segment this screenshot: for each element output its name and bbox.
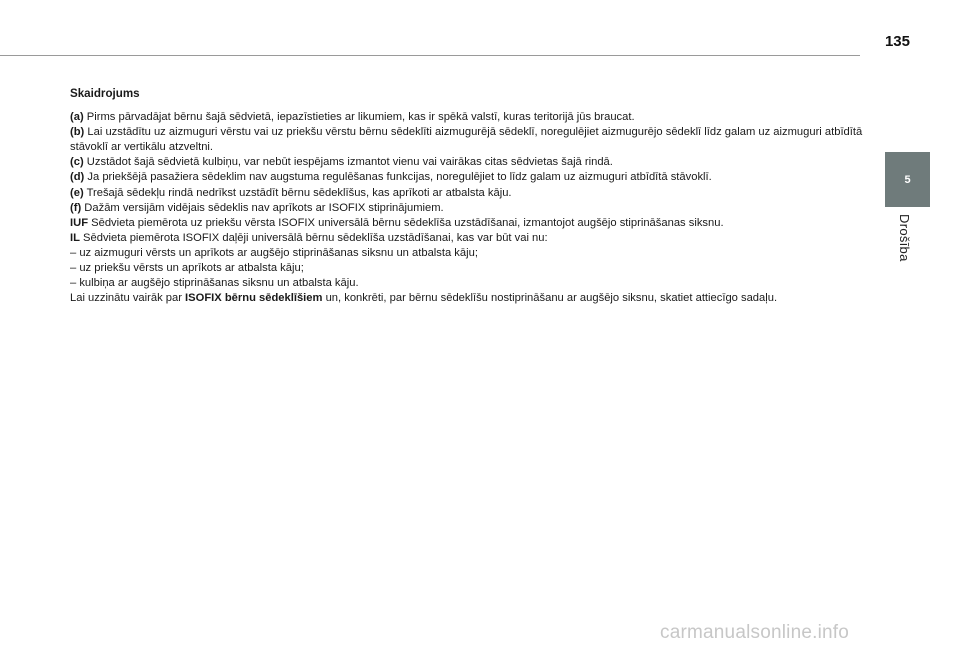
section-heading: Skaidrojums [70,87,140,100]
list-item: – uz aizmuguri vērsts un aprīkots ar augšējo stiprināšanas siksnu un atbalsta kāju; [70,246,478,259]
header-divider [0,55,860,56]
legend-item-f: (f) Dažām versijām vidējais sēdeklis nav aprīkots ar ISOFIX stiprinājumiem. [70,201,444,214]
reference-paragraph: Lai uzzinātu vairāk par ISOFIX bērnu sēdeklīšiem un, konkrēti, par bērnu sēdeklīšu nostiprināšanu ar augšējo siksnu, skatiet attiecīgo sadaļu. [70,292,778,305]
page-number: 135 [884,33,910,50]
legend-item-d: (d) Ja priekšējā pasažiera sēdeklim nav augstuma regulēšanas funkcijas, noregulējiet to līdz galam uz aizmuguri atbīdītā stāvoklī. [70,171,712,184]
legend-item-iuf: IUF Sēdvieta piemērota uz priekšu vērsta ISOFIX universālā bērnu sēdeklīša uzstādīšanai, izmantojot augšējo stiprināšanas siksnu. [70,216,724,229]
list-item: – uz priekšu vērsts un aprīkots ar atbalsta kāju; [70,262,304,275]
legend-section [70,86,865,306]
isofix-link-text[interactable]: ISOFIX bērnu sēdeklīšiem [185,292,323,305]
chapter-label: Drošība [897,214,912,262]
chapter-number: 5 [904,173,911,186]
chapter-tab[interactable] [885,152,930,207]
site-watermark: carmanualsonline.info [660,622,850,643]
legend-item-a: (a) Pirms pārvadājat bērnu šajā sēdvietā, iepazīstieties ar likumiem, kas ir spēkā valstī, kuras teritorijā jūs braucat. [70,111,635,124]
legend-item-il: IL Sēdvieta piemērota ISOFIX daļēji universālā bērnu sēdeklīša uzstādīšanai, kas var būt vai nu: [70,231,548,244]
legend-item-b: (b) Lai uzstādītu uz aizmuguri vērstu vai uz priekšu vērstu bērnu sēdeklīti aizmugurējā sēdeklī, noregulējiet aizmugurējo sēdeklī līdz galam uz aizmuguri atbīdītā stāvoklī ar vertikālu atzveltni. [70,126,863,154]
legend-item-c: (c) Uzstādot šajā sēdvietā kulbiņu, var nebūt iespējams izmantot vienu vai vairākas citas sēdvietas šajā rindā. [70,156,613,169]
legend-item-e: (e) Trešajā sēdekļu rindā nedrīkst uzstādīt bērnu sēdeklīšus, kas aprīkoti ar atbalsta kāju. [70,186,512,199]
list-item: – kulbiņa ar augšējo stiprināšanas siksnu un atbalsta kāju. [70,277,359,290]
